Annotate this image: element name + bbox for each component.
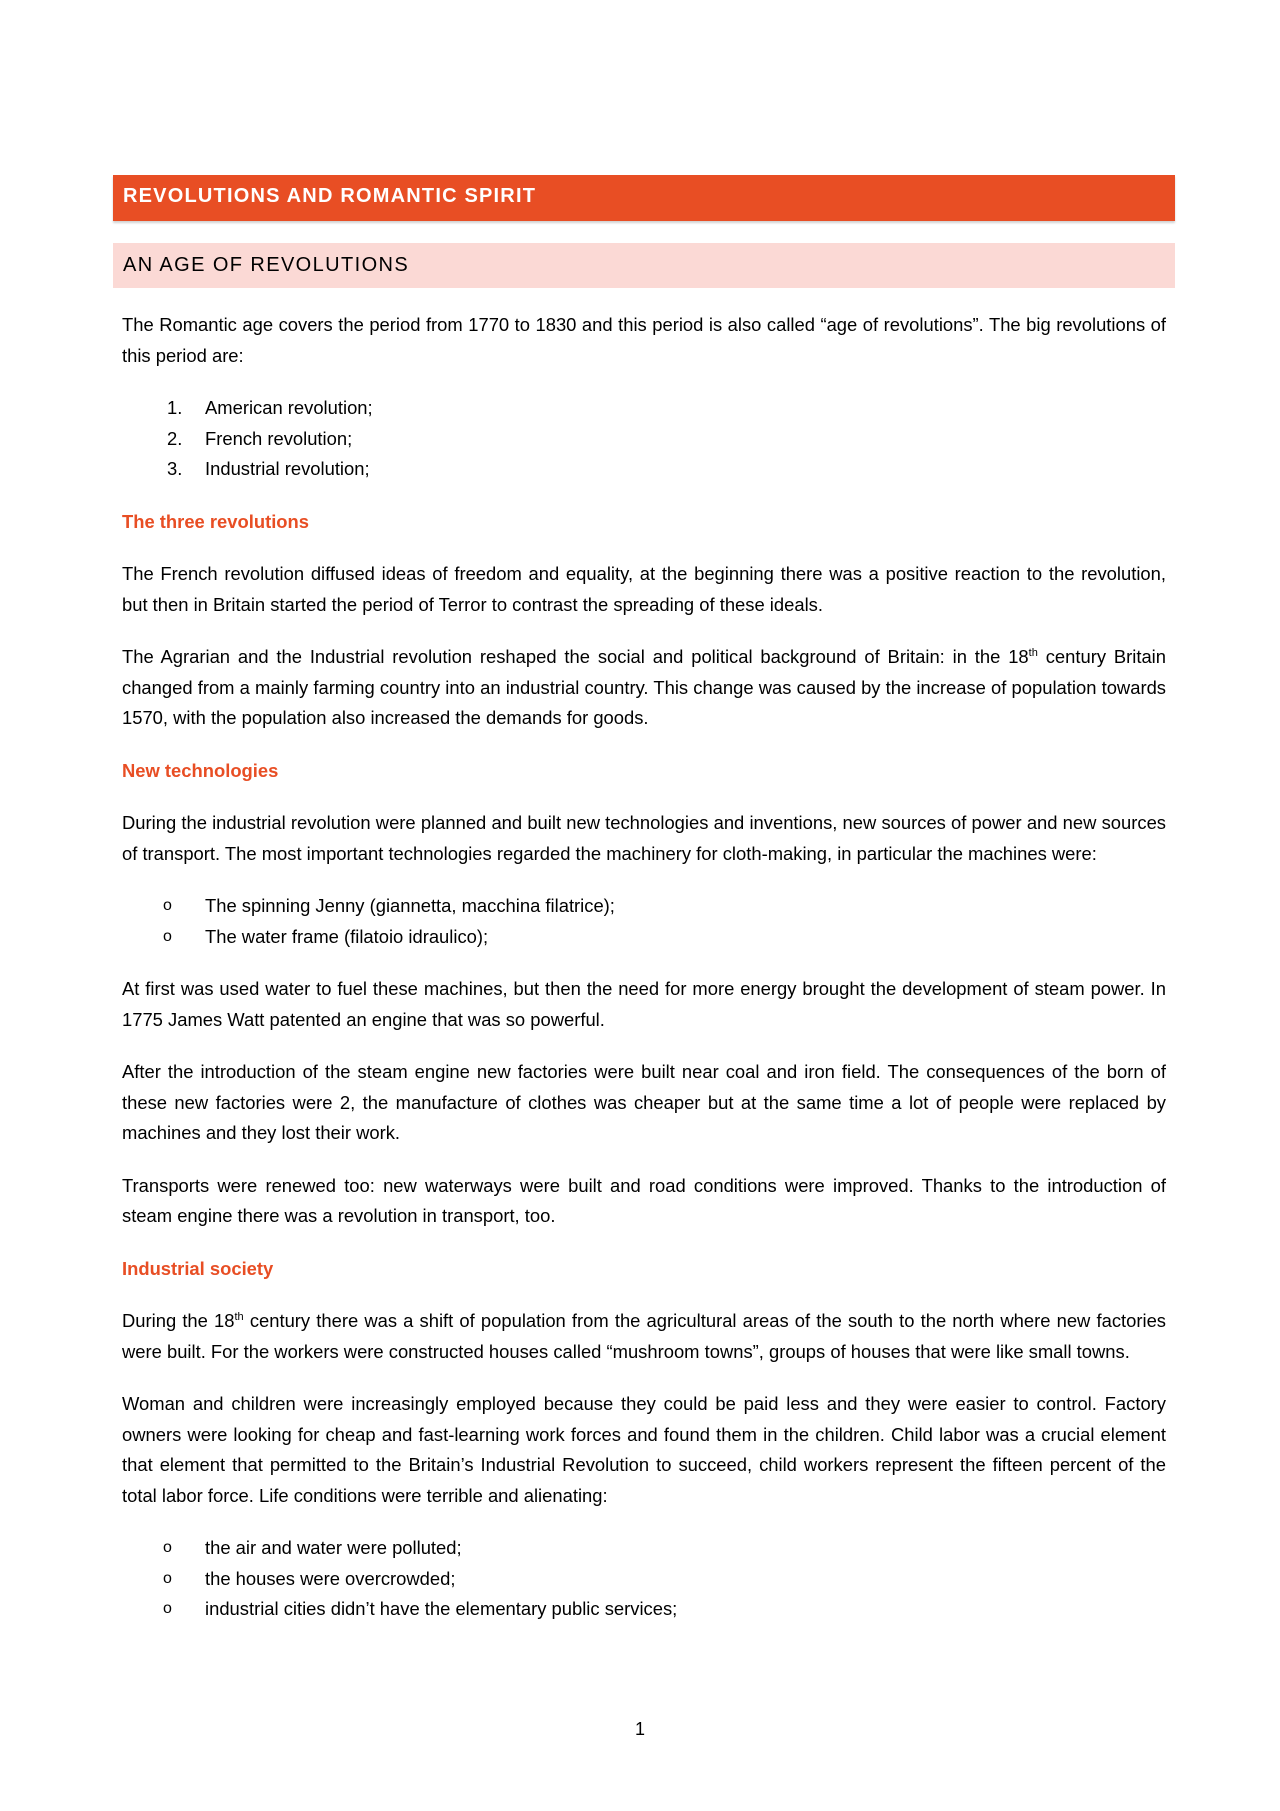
heading-industrial-society: Industrial society	[122, 1257, 274, 1279]
bullet-marker: o	[163, 1600, 172, 1617]
list-number: 3.	[167, 458, 183, 479]
superscript: th	[234, 1310, 244, 1323]
list-number: 2.	[167, 427, 183, 449]
list-item-text: the houses were overcrowded;	[205, 1567, 456, 1589]
list-item-text: American revolution;	[205, 397, 373, 418]
revolutions-list	[122, 393, 1166, 485]
list-item	[122, 393, 1166, 424]
bullet-marker: o	[163, 1539, 172, 1556]
heading-three-revolutions: The three revolutions	[122, 510, 310, 532]
conditions-list	[122, 1533, 1166, 1625]
bullet-marker: o	[163, 897, 172, 914]
paragraph: At first was used water to fuel these machines, but then the need for more energy brought the development of steam power. In 1775 James Watt patented an engine that was so powerful.	[122, 978, 1166, 1030]
paragraph: After the introduction of the steam engine new factories were built near coal and iron field. The consequences of the born of these new factories were 2, the manufacture of clothes was cheaper but at the same time a lot of people were replaced by machines and they lost their work.	[122, 1061, 1166, 1143]
page-number: 1	[634, 1719, 645, 1739]
list-item	[122, 1564, 1166, 1595]
list-item-text: French revolution;	[205, 427, 353, 449]
intro-paragraph: The Romantic age covers the period from 1770 to 1830 and this period is also called “age of revolutions”. The big revolutions of this period are:	[122, 314, 1166, 366]
paragraph: Woman and children were increasingly employed because they could be paid less and they were easier to control. Factory owners were looking for cheap and fast-learning work forces and found them in the children. Child labor was a crucial element that element that permitted to the Britain’s Industrial Revolution to succeed, child workers represent the fifteen percent of the total labor force. Life conditions were terrible and alienating:	[122, 1393, 1166, 1506]
paragraph: The French revolution diffused ideas of freedom and equality, at the beginning there was a positive reaction to the revolution, but then in Britain started the period of Terror to contrast the spreading of these ideals.	[122, 563, 1166, 615]
list-item	[122, 454, 1166, 485]
list-item	[122, 424, 1166, 455]
list-item-text: The spinning Jenny (giannetta, macchina filatrice);	[205, 895, 615, 916]
paragraph: Transports were renewed too: new waterways were built and road conditions were improved. Thanks to the introduction of steam engine there was a revolution in transport, too.	[122, 1174, 1166, 1226]
bullet-marker: o	[163, 1569, 172, 1587]
document-title: REVOLUTIONS AND ROMANTIC SPIRIT	[123, 185, 537, 207]
list-item	[122, 1533, 1166, 1564]
list-item-text: The water frame (filatoio idraulico);	[205, 925, 489, 947]
paragraph-text: During the 18	[122, 1310, 235, 1331]
superscript: th	[1028, 646, 1038, 659]
list-item	[122, 922, 1166, 953]
paragraph	[122, 642, 1166, 734]
list-item-text: industrial cities didn’t have the elementary public services;	[205, 1598, 678, 1619]
list-item-text: Industrial revolution;	[205, 458, 370, 479]
list-item	[122, 891, 1166, 922]
subtitle-banner	[113, 243, 1175, 288]
section-title: AN AGE OF REVOLUTIONS	[123, 254, 410, 276]
document-body	[122, 310, 1166, 1647]
list-item-text: the air and water were polluted;	[205, 1537, 462, 1558]
bullet-marker: o	[163, 927, 172, 945]
title-banner	[113, 175, 1175, 221]
list-item	[122, 1594, 1166, 1625]
paragraph: During the industrial revolution were planned and built new technologies and inventions, new sources of power and new sources of transport. The most important technologies regarded the machinery for cloth-making, in particular the machines were:	[122, 812, 1166, 864]
list-number: 1.	[167, 397, 183, 418]
paragraph-text: century there was a shift of population from the agricultural areas of the south to the north where new factories were built. For the workers were constructed houses called “mushroom towns”, groups of houses that were like small towns.	[122, 1310, 1166, 1362]
paragraph-text: The Agrarian and the Industrial revolution reshaped the social and political background of Britain: in the 18	[122, 646, 1029, 667]
machines-list	[122, 891, 1166, 952]
paragraph	[122, 1306, 1166, 1367]
paragraph-text: century Britain changed from a mainly farming country into an industrial country. This change was caused by the increase of population towards 1570, with the population also increased the demands for goods.	[122, 646, 1166, 728]
heading-new-technologies: New technologies	[122, 759, 279, 781]
